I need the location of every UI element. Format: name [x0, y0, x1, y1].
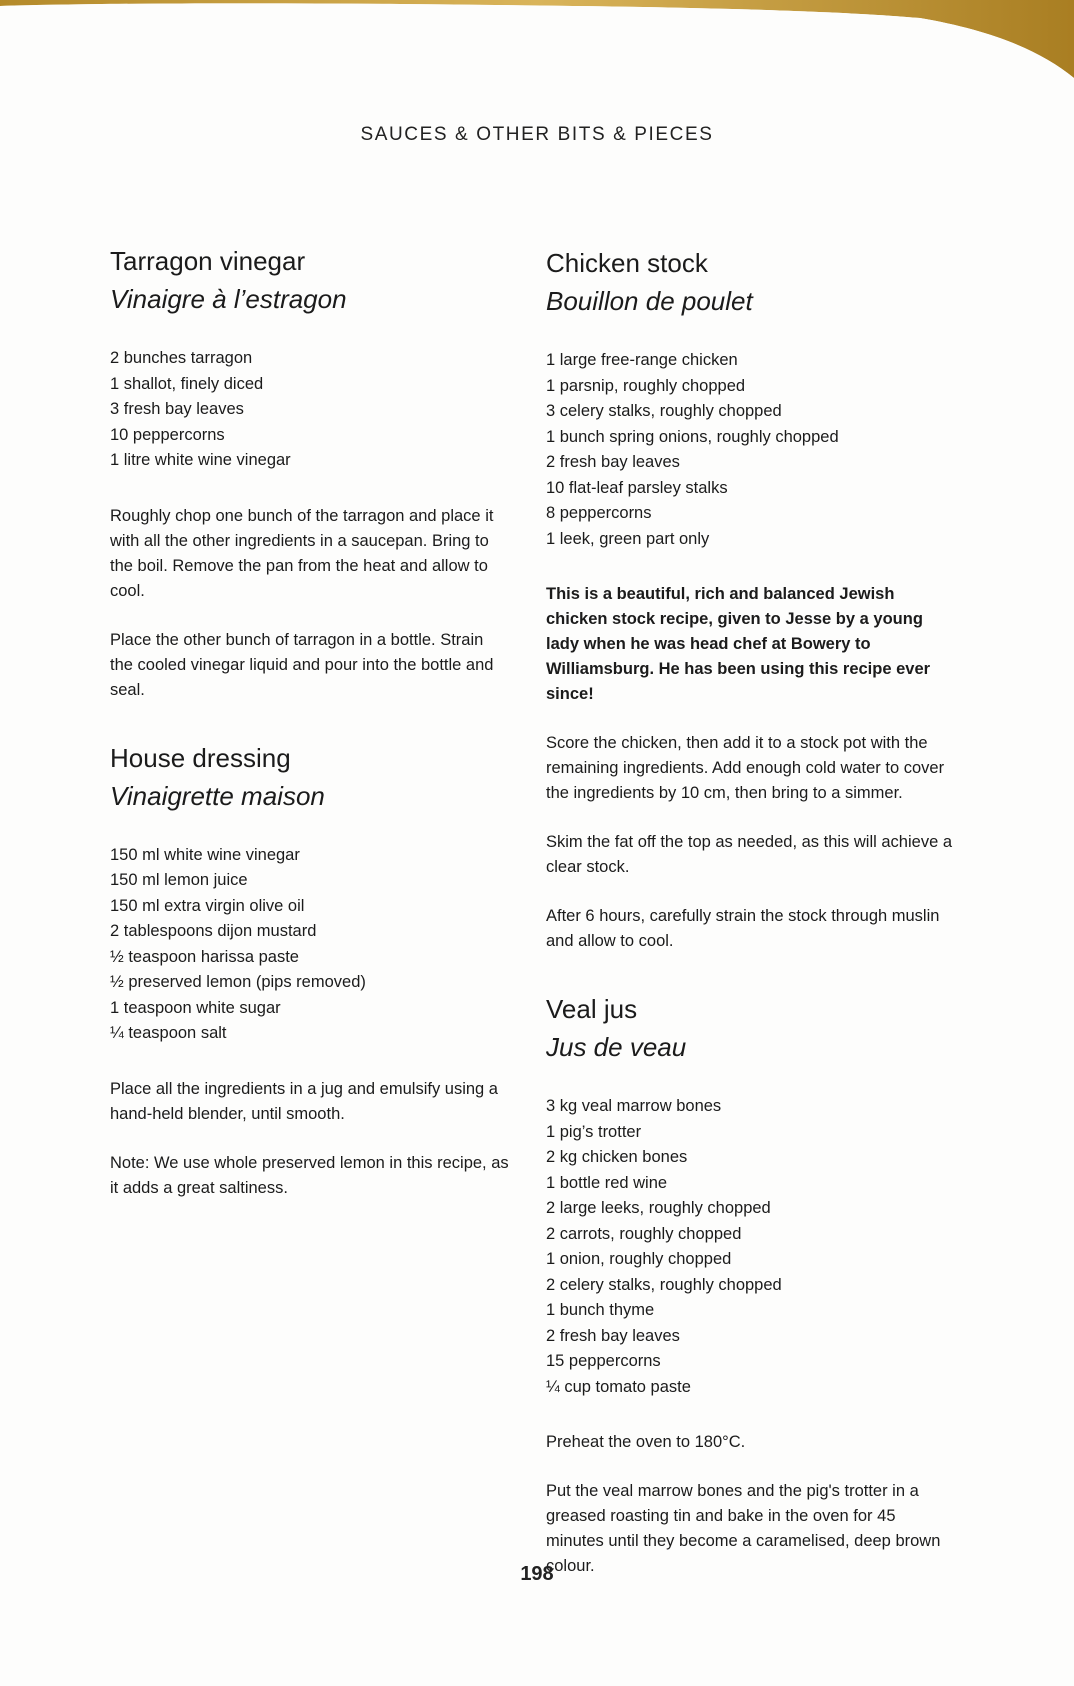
- ingredient-item: 150 ml white wine vinegar: [110, 845, 300, 864]
- ingredient-item: 1 onion, roughly chopped: [546, 1250, 732, 1268]
- ingredient-item: 3 kg veal marrow bones: [546, 1097, 722, 1115]
- ingredient-item: 2 celery stalks, roughly chopped: [546, 1275, 782, 1294]
- ingredient-item: ¼ teaspoon salt: [110, 1024, 227, 1042]
- ingredient-item: 1 bunch spring onions, roughly chopped: [546, 427, 839, 446]
- ingredient-item: 1 teaspoon white sugar: [110, 998, 281, 1017]
- ingredient-item: 2 bunches tarragon: [110, 349, 253, 367]
- ingredient-item: 1 litre white wine vinegar: [110, 451, 291, 469]
- ingredient-item: 1 large free-range chicken: [546, 351, 738, 369]
- recipe-title: Tarragon vinegar: [110, 246, 306, 276]
- method-paragraph: Put the veal marrow bones and the pig's trotter in a greased roasting tin and bake in the oven for 45 minutes until they become a caramelised, deep brown colour.: [546, 1482, 941, 1575]
- ingredient-item: 3 celery stalks, roughly chopped: [546, 402, 782, 420]
- recipe-house-dressing: [110, 739, 510, 1201]
- note-paragraph: Note: We use whole preserved lemon in this recipe, as it adds a great saltiness.: [110, 1153, 509, 1197]
- method-paragraph: Score the chicken, then add it to a stock pot with the remaining ingredients. Add enough cold water to cover the ingredients by 10 cm, then bring to a simmer.: [546, 734, 945, 802]
- page-number: 198: [520, 1563, 554, 1585]
- method-paragraph: Roughly chop one bunch of the tarragon and place it with all the other ingredients in a saucepan. Bring to the boil. Remove the pan from the heat and allow to cool.: [110, 506, 494, 600]
- recipe-subtitle: Jus de veau: [546, 1032, 687, 1062]
- recipe-chicken-stock: [546, 244, 956, 954]
- ingredient-item: 1 shallot, finely diced: [110, 374, 264, 393]
- recipe-subtitle: Vinaigre à l’estragon: [110, 284, 347, 314]
- ingredient-item: 1 pig’s trotter: [546, 1122, 642, 1141]
- method-paragraph: Skim the fat off the top as needed, as this will achieve a clear stock.: [546, 833, 953, 876]
- ingredient-list: [546, 1094, 956, 1400]
- recipe-title: House dressing: [110, 742, 291, 773]
- method-paragraph: Place the other bunch of tarragon in a bottle. Strain the cooled vinegar liquid and pour into the bottle and seal.: [110, 630, 494, 699]
- ingredient-item: ½ preserved lemon (pips removed): [110, 973, 366, 991]
- ingredient-item: 2 tablespoons dijon mustard: [110, 922, 317, 940]
- recipe-veal-jus: [546, 990, 956, 1579]
- ingredient-item: 1 bottle red wine: [546, 1173, 668, 1192]
- ingredient-item: ¼ cup tomato paste: [546, 1377, 691, 1396]
- recipe-tarragon-vinegar: [110, 242, 510, 703]
- ingredient-item: 8 peppercorns: [546, 504, 652, 522]
- ingredient-item: 150 ml lemon juice: [110, 871, 248, 889]
- left-column: [110, 242, 510, 1237]
- ingredient-item: 1 parsnip, roughly chopped: [546, 376, 746, 395]
- ingredient-item: 2 large leeks, roughly chopped: [546, 1199, 771, 1217]
- ingredient-item: ½ teaspoon harissa paste: [110, 947, 299, 966]
- ingredient-list: [110, 346, 510, 474]
- section-header: SAUCES & OTHER BITS & PIECES: [360, 124, 714, 145]
- ingredient-item: 2 fresh bay leaves: [546, 453, 680, 471]
- ingredient-item: 15 peppercorns: [546, 1352, 661, 1370]
- ingredient-item: 10 flat-leaf parsley stalks: [546, 478, 728, 497]
- right-column: [546, 244, 956, 1615]
- method-paragraph: Place all the ingredients in a jug and emulsify using a hand-held blender, until smooth.: [110, 1079, 498, 1123]
- ingredient-item: 1 leek, green part only: [546, 529, 710, 548]
- ingredient-item: 150 ml extra virgin olive oil: [110, 896, 305, 915]
- ingredient-item: 1 bunch thyme: [546, 1301, 655, 1319]
- ingredient-item: 10 peppercorns: [110, 425, 225, 444]
- book-page-gold-edge: [0, 0, 1074, 90]
- recipe-title: Veal jus: [546, 994, 638, 1024]
- recipe-subtitle: Vinaigrette maison: [110, 780, 325, 811]
- recipe-title: Chicken stock: [546, 248, 708, 278]
- ingredient-item: 2 carrots, roughly chopped: [546, 1224, 742, 1243]
- method-paragraph: After 6 hours, carefully strain the stock through muslin and allow to cool.: [546, 907, 940, 950]
- method-paragraph: Preheat the oven to 180°C.: [546, 1433, 746, 1451]
- ingredient-list: [110, 843, 510, 1047]
- ingredient-item: 2 kg chicken bones: [546, 1148, 688, 1166]
- recipe-subtitle: Bouillon de poulet: [546, 286, 753, 316]
- ingredient-item: 2 fresh bay leaves: [546, 1326, 680, 1345]
- ingredient-item: 3 fresh bay leaves: [110, 400, 244, 418]
- ingredient-list: [546, 348, 956, 552]
- recipe-intro: This is a beautiful, rich and balanced Jewish chicken stock recipe, given to Jesse by a young lady when he was head chef at Bowery to Williamsburg. He has been using this recipe ever since!: [546, 585, 931, 703]
